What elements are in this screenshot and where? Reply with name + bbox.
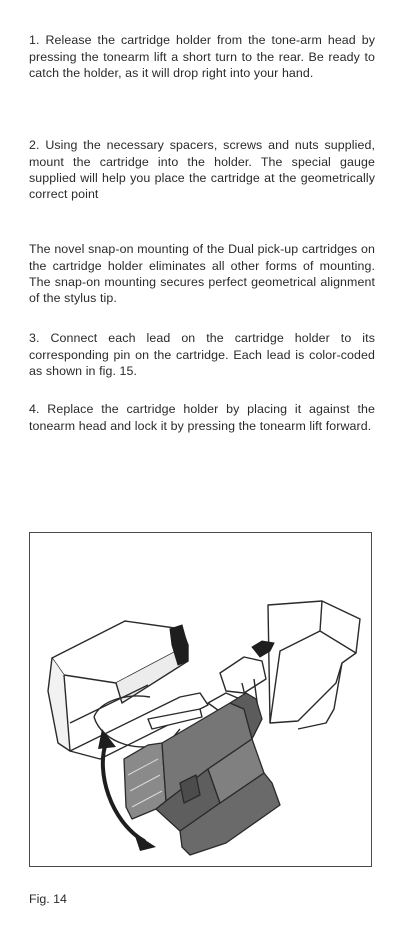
snap-on-note: The novel snap-on mounting of the Dual pick-up cartridges on the cartridge holder eliminates all other forms of mounting. The snap-on mounting secures perfect geometrical alignment of the stylus tip. — [29, 242, 375, 305]
cartridge-holder-illustration — [30, 533, 372, 867]
figure-14-frame — [29, 532, 372, 867]
lead-clips — [170, 625, 274, 665]
instruction-step-3: 3. Connect each lead on the cartridge holder to its corresponding pin on the cartridge. Each lead is color-coded as shown in fig. 15. — [29, 331, 375, 378]
tonearm-lift-housing — [268, 601, 360, 723]
instruction-step-4: 4. Replace the cartridge holder by placing it against the tonearm head and lock it by pressing the tonearm lift forward. — [29, 402, 375, 433]
instruction-step-1: 1. Release the cartridge holder from the tone-arm head by pressing the tonearm lift a short turn to the rear. Be ready to catch the holder, as it will drop right into your hand. — [29, 33, 375, 80]
instruction-step-2: 2. Using the necessary spacers, screws and nuts supplied, mount the cartridge into the holder. The special gauge supplied will help you place the cartridge at the geometrically correct point — [29, 138, 375, 201]
figure-caption: Fig. 14 — [29, 892, 67, 906]
